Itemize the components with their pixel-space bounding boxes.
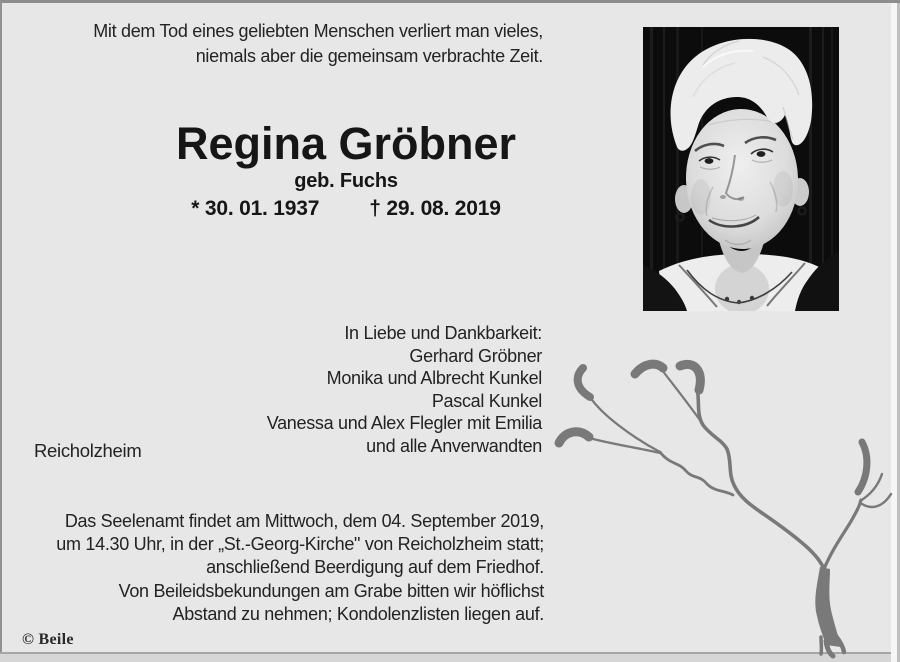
portrait-photo-image [643,27,839,311]
mourner-name: Monika und Albrecht Kunkel [326,368,542,388]
mourner-name: Pascal Kunkel [431,390,542,411]
life-dates [76,197,616,221]
twig-illustration [550,345,900,660]
twig-drawing [550,345,900,660]
leaf [559,432,589,443]
epigraph-line-2: niemals aber die gemeinsam verbrachte Zeit. [195,46,543,66]
mourner-name: und alle Anverwandten [366,435,542,456]
epigraph [93,19,543,69]
leaf [578,368,590,397]
service-line: anschließend Beerdigung auf dem Friedhof. [206,557,544,578]
mourners-intro: In Liebe und Dankbarkeit: [344,323,542,343]
leaf [858,442,867,492]
page-border-top [0,0,900,3]
service-line: Das Seelenamt findet am Mittwoch, dem 04. September 2019, [64,511,544,531]
maiden-name: geb. Fuchs [294,170,398,192]
service-line: um 14.30 Uhr, in der „St.-Georg-Kirche" von Reicholzheim statt; [56,534,544,555]
epigraph-line-1: Mit dem Tod eines geliebten Menschen verliert man vieles, [93,21,543,41]
place-name: Reicholzheim [34,440,142,461]
deceased-block [76,118,616,221]
leaf [635,364,663,374]
service-notice [56,510,544,626]
portrait-photo [643,27,839,311]
death-date: † 29. 08. 2019 [369,197,501,220]
page-border-left [0,0,2,662]
mourner-name: Gerhard Gröbner [409,345,542,366]
deceased-name: Regina Gröbner [175,118,517,169]
service-line: Abstand zu nehmen; Kondolenzlisten liegen auf. [172,603,544,624]
mourners-list [267,322,542,457]
birth-date: * 30. 01. 1937 [191,197,320,220]
publisher-credit: © Beile [22,631,74,648]
twig-trunk [815,567,841,647]
service-line: Von Beileidsbekundungen am Grabe bitten wir höflichst [118,580,544,601]
mourner-name: Vanessa und Alex Flegler mit Emilia [266,413,542,433]
leaf [680,364,700,390]
